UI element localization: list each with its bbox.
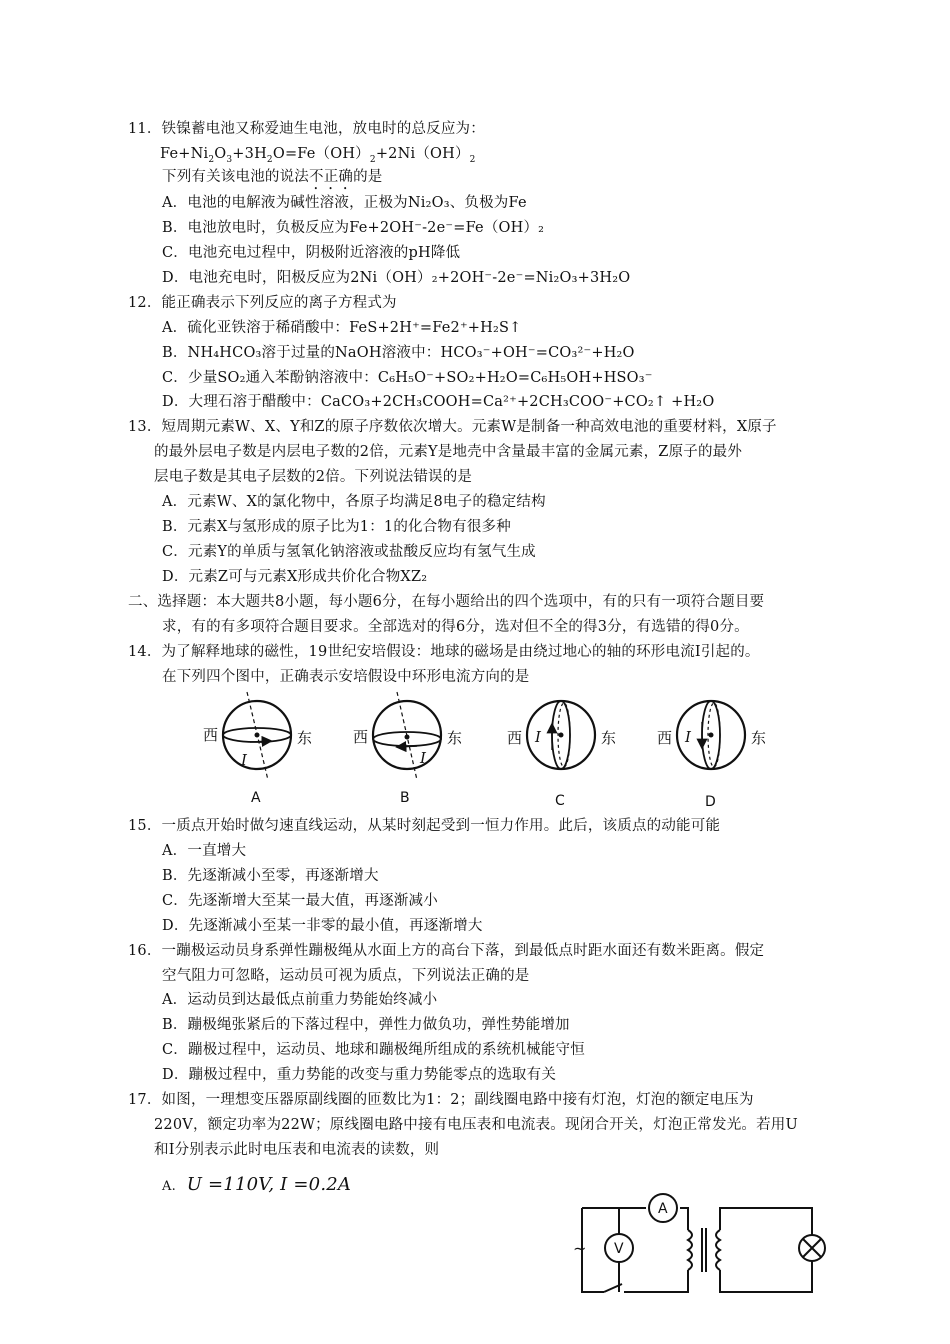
q11-ask: 下列有关该电池的说法不正确的是 bbox=[162, 169, 383, 185]
q16-line2: 空气阻力可忽略，运动员可视为质点，下列说法正确的是 bbox=[162, 968, 530, 984]
q17-circuit-figure bbox=[572, 1190, 842, 1310]
globe-d[interactable] bbox=[657, 701, 766, 810]
east-label: 东 bbox=[297, 729, 313, 747]
q16-option-a: A．运动员到达最低点前重力势能始终减小 bbox=[162, 992, 438, 1008]
voltmeter-label: V bbox=[614, 1241, 624, 1257]
q12-option-b: B．NH₄HCO₃溶于过量的NaOH溶液中：HCO₃⁻+OH⁻=CO₃²⁻+H₂O bbox=[162, 345, 635, 361]
q13-option-b: B．元素X与氢形成的原子比为1：1的化合物有很多种 bbox=[162, 519, 511, 535]
q17-line2: 220V，额定功率为22W；原线圈电路中接有电压表和电流表。现闭合开关，灯泡正常发光。若用U bbox=[154, 1117, 798, 1133]
q14-line2: 在下列四个图中，正确表示安培假设中环形电流方向的是 bbox=[162, 669, 530, 685]
figure-label-b: B bbox=[400, 790, 410, 806]
figure-label-c: C bbox=[555, 793, 565, 809]
q11-equation: $Fe+Ni_2O_3+3H_2O=Fe(OH)_2+2Ni(OH)_2$ bbox=[160, 146, 476, 165]
figure-label-d: D bbox=[705, 794, 716, 810]
east-label: 东 bbox=[601, 729, 617, 747]
west-label: 西 bbox=[657, 729, 673, 747]
q15-option-b: B．先逐渐减小至零，再逐渐增大 bbox=[162, 868, 379, 884]
q12-option-c: C．少量SO₂通入苯酚钠溶液中：C₆H₅O⁻+SO₂+H₂O=C₆H₅OH+HSO₃⁻ bbox=[162, 370, 653, 386]
west-label: 西 bbox=[507, 729, 523, 747]
section2-line2: 求，有的有多项符合题目要求。全部选对的得6分，选对但不全的得3分，有选错的得0分。 bbox=[162, 619, 749, 635]
q16-option-c: C．蹦极过程中，运动员、地球和蹦极绳所组成的系统机械能守恒 bbox=[162, 1042, 585, 1058]
q17-option-a: A. U =110V, I =0.2A bbox=[162, 1174, 352, 1195]
q15-stem: 15．一质点开始时做匀速直线运动，从某时刻起受到一恒力作用。此后，该质点的动能可能 bbox=[128, 818, 721, 834]
current-label: I bbox=[535, 728, 541, 746]
east-label: 东 bbox=[751, 729, 767, 747]
section2-line1: 二、选择题：本大题共8小题，每小题6分，在每小题给出的四个选项中，有的只有一项符合题目要 bbox=[128, 594, 765, 610]
q16-option-b: B．蹦极绳张紧后的下落过程中，弹性力做负功，弹性势能增加 bbox=[162, 1017, 570, 1033]
q11-stem: 11．铁镍蓄电池又称爱迪生电池，放电时的总反应为： bbox=[128, 121, 485, 137]
q14-figure bbox=[195, 690, 785, 815]
ammeter-label: A bbox=[658, 1201, 668, 1217]
q13-option-a: A．元素W、X的氯化物中，各原子均满足8电子的稳定结构 bbox=[162, 494, 546, 510]
q15-option-a: A．一直增大 bbox=[162, 843, 247, 859]
q11-option-c: C．电池充电过程中，阴极附近溶液的pH降低 bbox=[162, 245, 461, 261]
globe-c[interactable] bbox=[507, 701, 616, 809]
q11-option-a: A．电池的电解液为碱性溶液，正极为Ni₂O₃、负极为Fe bbox=[162, 195, 527, 211]
q15-option-c: C．先逐渐增大至某一最大值，再逐渐减小 bbox=[162, 893, 438, 909]
q15-option-d: D．先逐渐减小至某一非零的最小值，再逐渐增大 bbox=[162, 918, 483, 934]
q13-option-c: C．元素Y的单质与氢氧化钠溶液或盐酸反应均有氢气生成 bbox=[162, 544, 536, 560]
current-label: I bbox=[241, 751, 247, 769]
q11-option-d: D．电池充电时，阳极反应为2Ni（OH）₂+2OH⁻-2e⁻=Ni₂O₃+3H₂O bbox=[162, 270, 631, 286]
q14-line1: 14．为了解释地球的磁性，19世纪安培假设：地球的磁场是由绕过地心的轴的环形电流I引起的。 bbox=[128, 644, 760, 660]
q17-line1: 17．如图，一理想变压器原副线圈的匝数比为1：2；副线圈电路中接有灯泡，灯泡的额定电压为 bbox=[128, 1092, 754, 1108]
q16-line1: 16．一蹦极运动员身系弹性蹦极绳从水面上方的高台下落，到最低点时距水面还有数米距离。假定 bbox=[128, 943, 765, 959]
west-label: 西 bbox=[353, 728, 369, 746]
q17-line3: 和I分别表示此时电压表和电流表的读数，则 bbox=[154, 1142, 440, 1158]
q12-option-a: A．硫化亚铁溶于稀硝酸中：FeS+2H⁺=Fe2⁺+H₂S↑ bbox=[162, 320, 522, 336]
current-label: I bbox=[685, 728, 691, 746]
figure-label-a: A bbox=[251, 790, 261, 806]
q13-line1: 13．短周期元素W、X、Y和Z的原子序数依次增大。元素W是制备一种高效电池的重要材料，X原子 bbox=[128, 419, 777, 435]
q16-option-d: D．蹦极过程中，重力势能的改变与重力势能零点的选取有关 bbox=[162, 1067, 557, 1083]
q11-option-b: B．电池放电时，负极反应为Fe+2OH⁻-2e⁻=Fe（OH）₂ bbox=[162, 220, 545, 236]
globe-a[interactable] bbox=[203, 692, 312, 806]
q13-line3: 层电子数是其电子层数的2倍。下列说法错误的是 bbox=[154, 469, 473, 485]
east-label: 东 bbox=[447, 729, 463, 747]
ac-source-label: ~ bbox=[573, 1239, 587, 1258]
q12-stem: 12．能正确表示下列反应的离子方程式为 bbox=[128, 295, 397, 311]
q12-option-d: D．大理石溶于醋酸中：CaCO₃+2CH₃COOH=Ca²⁺+2CH₃COO⁻+CO₂↑ +H₂O bbox=[162, 394, 715, 410]
west-label: 西 bbox=[203, 726, 219, 744]
q13-line2: 的最外层电子数是内层电子数的2倍，元素Y是地壳中含量最丰富的金属元素，Z原子的最外 bbox=[154, 444, 743, 460]
q13-option-d: D．元素Z可与元素X形成共价化合物XZ₂ bbox=[162, 569, 428, 585]
current-label: I bbox=[420, 749, 426, 767]
globe-b[interactable] bbox=[353, 692, 462, 806]
